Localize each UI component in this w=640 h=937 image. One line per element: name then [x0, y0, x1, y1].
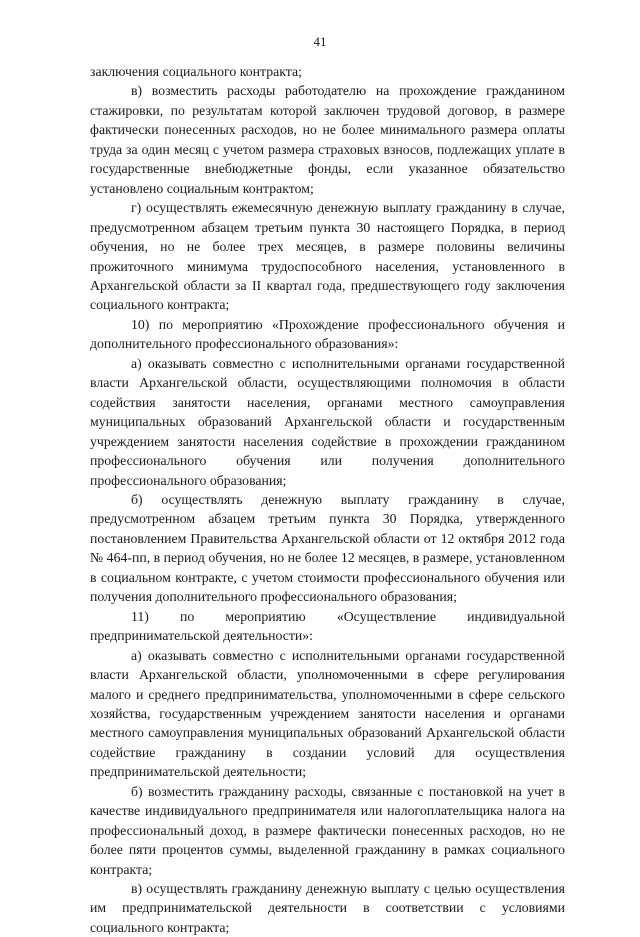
- paragraph-item-b: б) возместить гражданину расходы, связанные с постановкой на учет в качестве индивидуального предпринимателя или налогоплательщика налога на профессиональный доход, в размере фактически понесенных расходов, но не более пяти процентов суммы, выделенной гражданину в рамках социального контракта;: [90, 783, 565, 877]
- paragraph-section-11: 11) по мероприятию «Осуществление индивидуальной предпринимательской деятельности»:: [90, 608, 565, 644]
- paragraph-item-a: а) оказывать совместно с исполнительными органами государственной власти Архангельской области, осуществляющими полномочия в области содействия занятости населения, органами местного самоуправления муниципальных образований Архангельской области и государственным учреждением занятости населения содействие в прохождении гражданином профессионального обучения или получения дополнительного профессионального образования;: [90, 355, 565, 488]
- paragraph-item-v: в) осуществлять гражданину денежную выплату с целью осуществления им предпринимательской деятельности в соответствии с условиями социального контракта;: [90, 881, 565, 935]
- paragraph-item-v: в) возместить расходы работодателю на прохождение гражданином стажировки, по результатам которой заключен трудовой договор, в размере фактически понесенных расходов, но не более минимального размера оплаты труда за один месяц с учетом размера страховых взносов, подлежащих уплате в государственные внебюджетные фонды, если указанное обязательство установлено социальным контрактом;: [90, 83, 565, 196]
- document-body: [90, 62, 565, 937]
- paragraph-item-g: г) осуществлять ежемесячную денежную выплату гражданину в случае, предусмотренном абзацем третьим пункта 30 настоящего Порядка, в период обучения, но не более трех месяцев, в размере половины величины прожиточного минимума трудоспособного населения, установленного в Архангельской области за II квартал года, предшествующего году заключения социального контракта;: [90, 200, 565, 313]
- paragraph-item-b: б) осуществлять денежную выплату гражданину в случае, предусмотренном абзацем третьим пункта 30 Порядка, утвержденного постановлением Правительства Архангельской области от 12 октября 2012 года № 464-пп, в период обучения, но не более 12 месяцев, в размере, установленном в социальном контракте, с учетом стоимости профессионального обучения или получения дополнительного профессионального образования;: [90, 491, 565, 605]
- page-number: 41: [313, 34, 327, 49]
- paragraph-section-10: 10) по мероприятию «Прохождение профессионального обучения и дополнительного профессионального образования»:: [90, 316, 565, 352]
- paragraph-item-a: а) оказывать совместно с исполнительными органами государственной власти Архангельской области, уполномоченными в сфере регулирования малого и среднего предпринимательства, уполномоченными в сфере сельского хозяйства, государственным учреждением занятости населения и органами местного самоуправления муниципальных образований Архангельской области содействие гражданину в создании условий для осуществления предпринимательской деятельности;: [90, 647, 565, 780]
- paragraph-continuation: заключения социального контракта;: [90, 64, 302, 79]
